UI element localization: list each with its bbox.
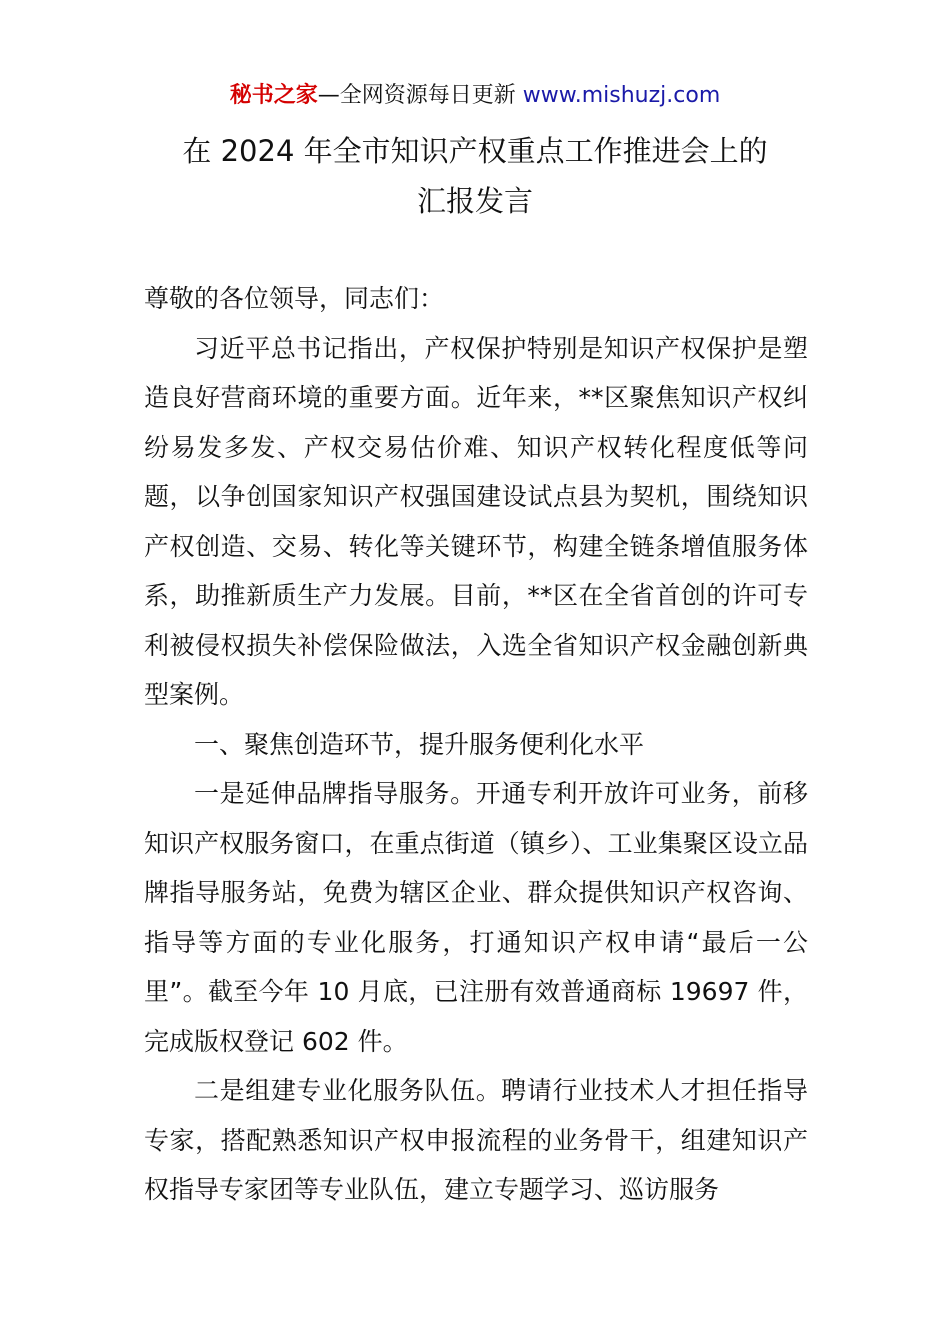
intro-paragraph: 习近平总书记指出，产权保护特别是知识产权保护是塑造良好营商环境的重要方面。近年来，**区聚焦知识产权纠纷易发多发、产权交易估价难、知识产权转化程度低等问题，以争创国家知识产权强国建设试点县为契机，围绕知识产权创造、交易、转化等关键环节，构建全链条增值服务体系，助推新质生产力发展。目前，**区在全省首创的许可专利被侵权损失补偿保险做法，入选全省知识产权金融创新典型案例。 [144,333,808,709]
section-1-paragraph-1: 一是延伸品牌指导服务。开通专利开放许可业务，前移知识产权服务窗口，在重点街道（镇乡）、工业集聚区设立品牌指导服务站，免费为辖区企业、群众提供知识产权咨询、指导等方面的专业化服务，打通知识产权申请“最后一公里”。截至今年 10 月底，已注册有效普通商标 19697 件，完成版权登记 602 件。 [144,779,808,1056]
section-heading-1: 一、聚焦创造环节，提升服务便利化水平 [194,729,645,759]
site-url[interactable]: www.mishuzj.com [515,83,721,108]
salutation: 尊敬的各位领导，同志们： [144,284,445,313]
document-title [0,126,950,226]
document-body [144,274,808,1215]
title-line-1: 在 2024 年全市知识产权重点工作推进会上的 [182,134,768,168]
site-brand: 秘书之家 [229,83,318,108]
site-tagline: —全网资源每日更新 [317,83,516,108]
section-1-paragraph-2: 二是组建专业化服务队伍。聘请行业技术人才担任指导专家，搭配熟悉知识产权申报流程的业务骨干，组建知识产权指导专家团等专业队伍，建立专题学习、巡访服务 [144,1076,808,1204]
site-header [0,80,950,112]
title-line-2: 汇报发言 [416,184,533,218]
